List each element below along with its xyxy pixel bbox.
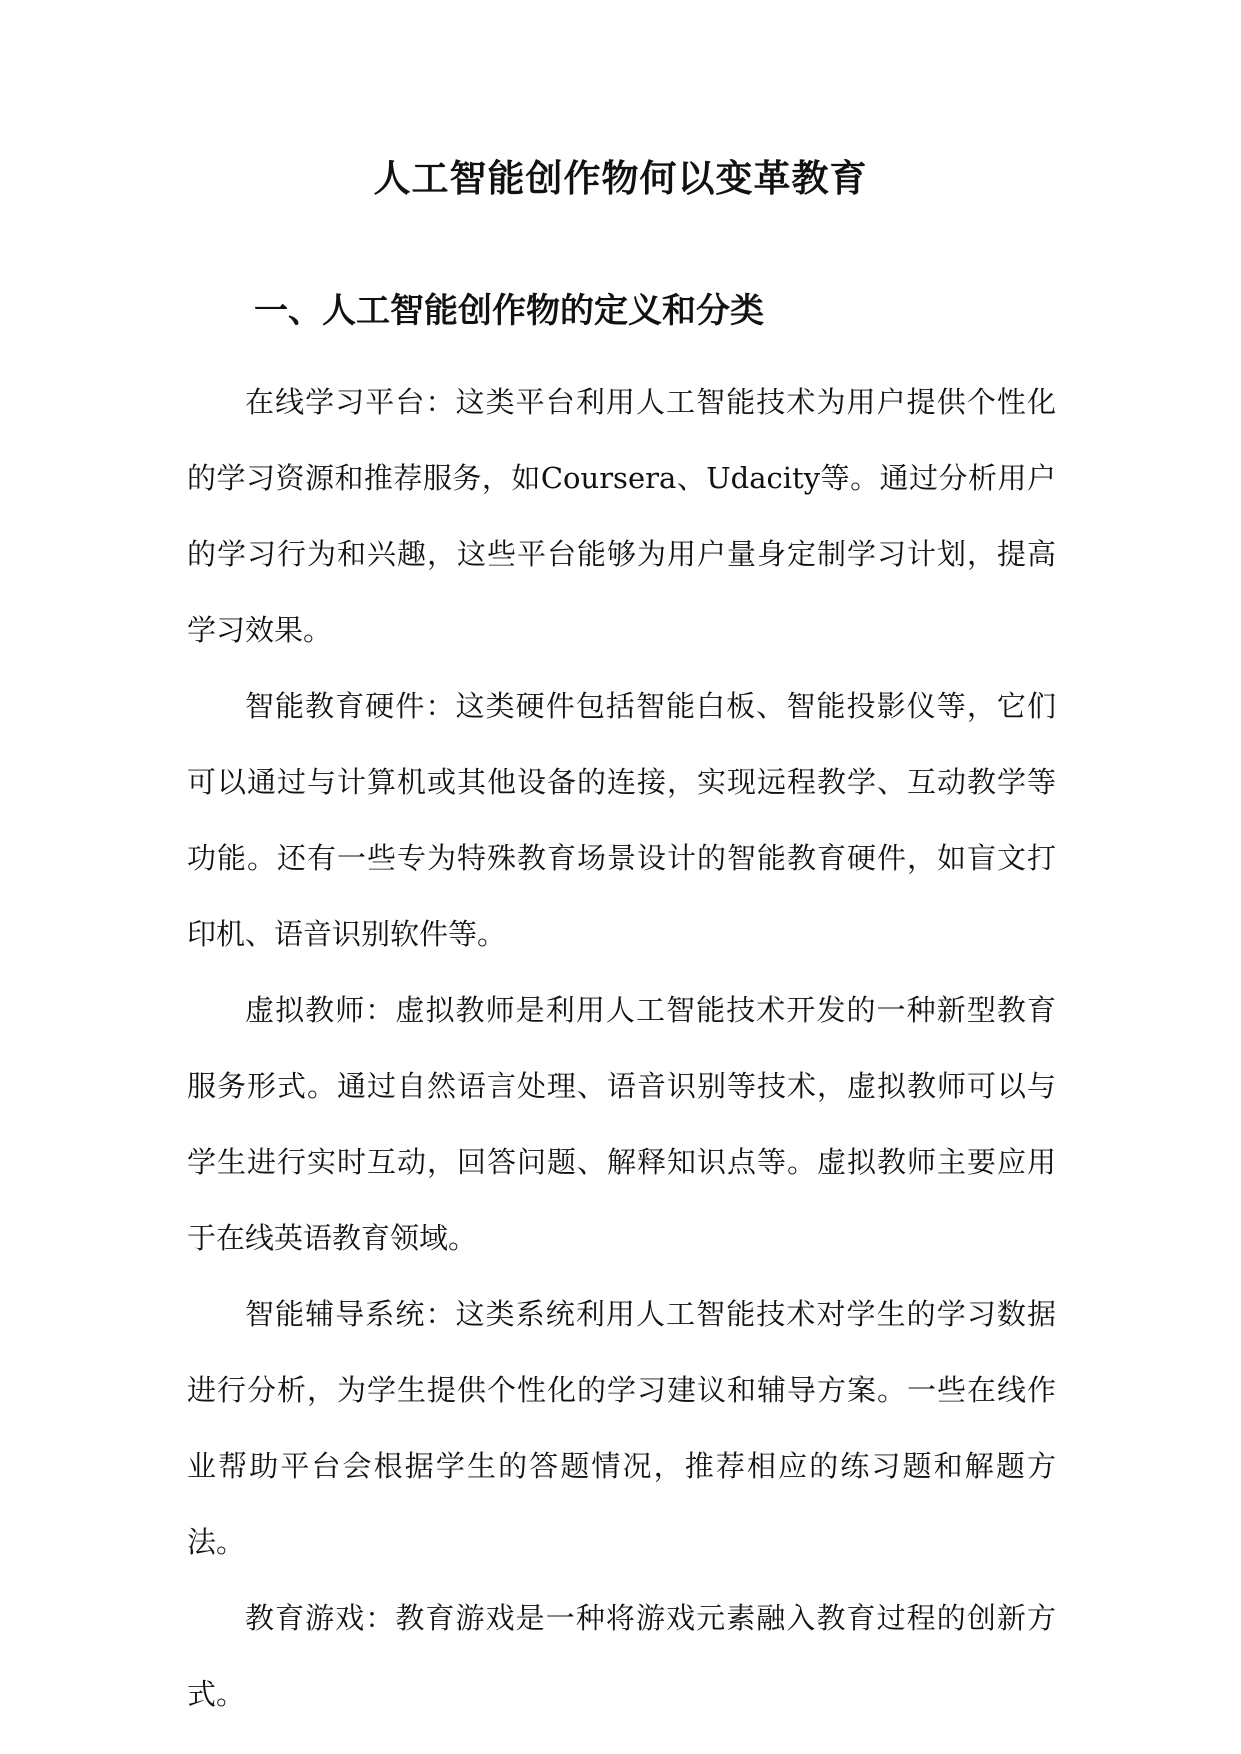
page-title: 人工智能创作物何以变革教育 xyxy=(373,156,868,200)
paragraph-online-learning-platform: 在线学习平台：这类平台利用人工智能技术为用户提供个性化的学习资源和推荐服务，如Coursera、Udacity等。通过分析用户的学习行为和兴趣，这些平台能够为用户量身定制学习计划，提高学习效果。 xyxy=(187,385,1056,647)
paragraph-smart-education-hardware: 智能教育硬件：这类硬件包括智能白板、智能投影仪等，它们可以通过与计算机或其他设备的连接，实现远程教学、互动教学等功能。还有一些专为特殊教育场景设计的智能教育硬件，如盲文打印机、语音识别软件等。 xyxy=(187,689,1056,951)
section-heading: 一、人工智能创作物的定义和分类 xyxy=(254,291,764,331)
paragraph-intelligent-tutoring-system: 智能辅导系统：这类系统利用人工智能技术对学生的学习数据进行分析，为学生提供个性化的学习建议和辅导方案。一些在线作业帮助平台会根据学生的答题情况，推荐相应的练习题和解题方法。 xyxy=(187,1297,1056,1559)
paragraph-virtual-teacher: 虚拟教师：虚拟教师是利用人工智能技术开发的一种新型教育服务形式。通过自然语言处理、语音识别等技术，虚拟教师可以与学生进行实时互动，回答问题、解释知识点等。虚拟教师主要应用于在线英语教育领域。 xyxy=(187,993,1056,1255)
paragraph-educational-games: 教育游戏：教育游戏是一种将游戏元素融入教育过程的创新方式。 xyxy=(187,1601,1056,1711)
body-text xyxy=(187,364,1056,1732)
